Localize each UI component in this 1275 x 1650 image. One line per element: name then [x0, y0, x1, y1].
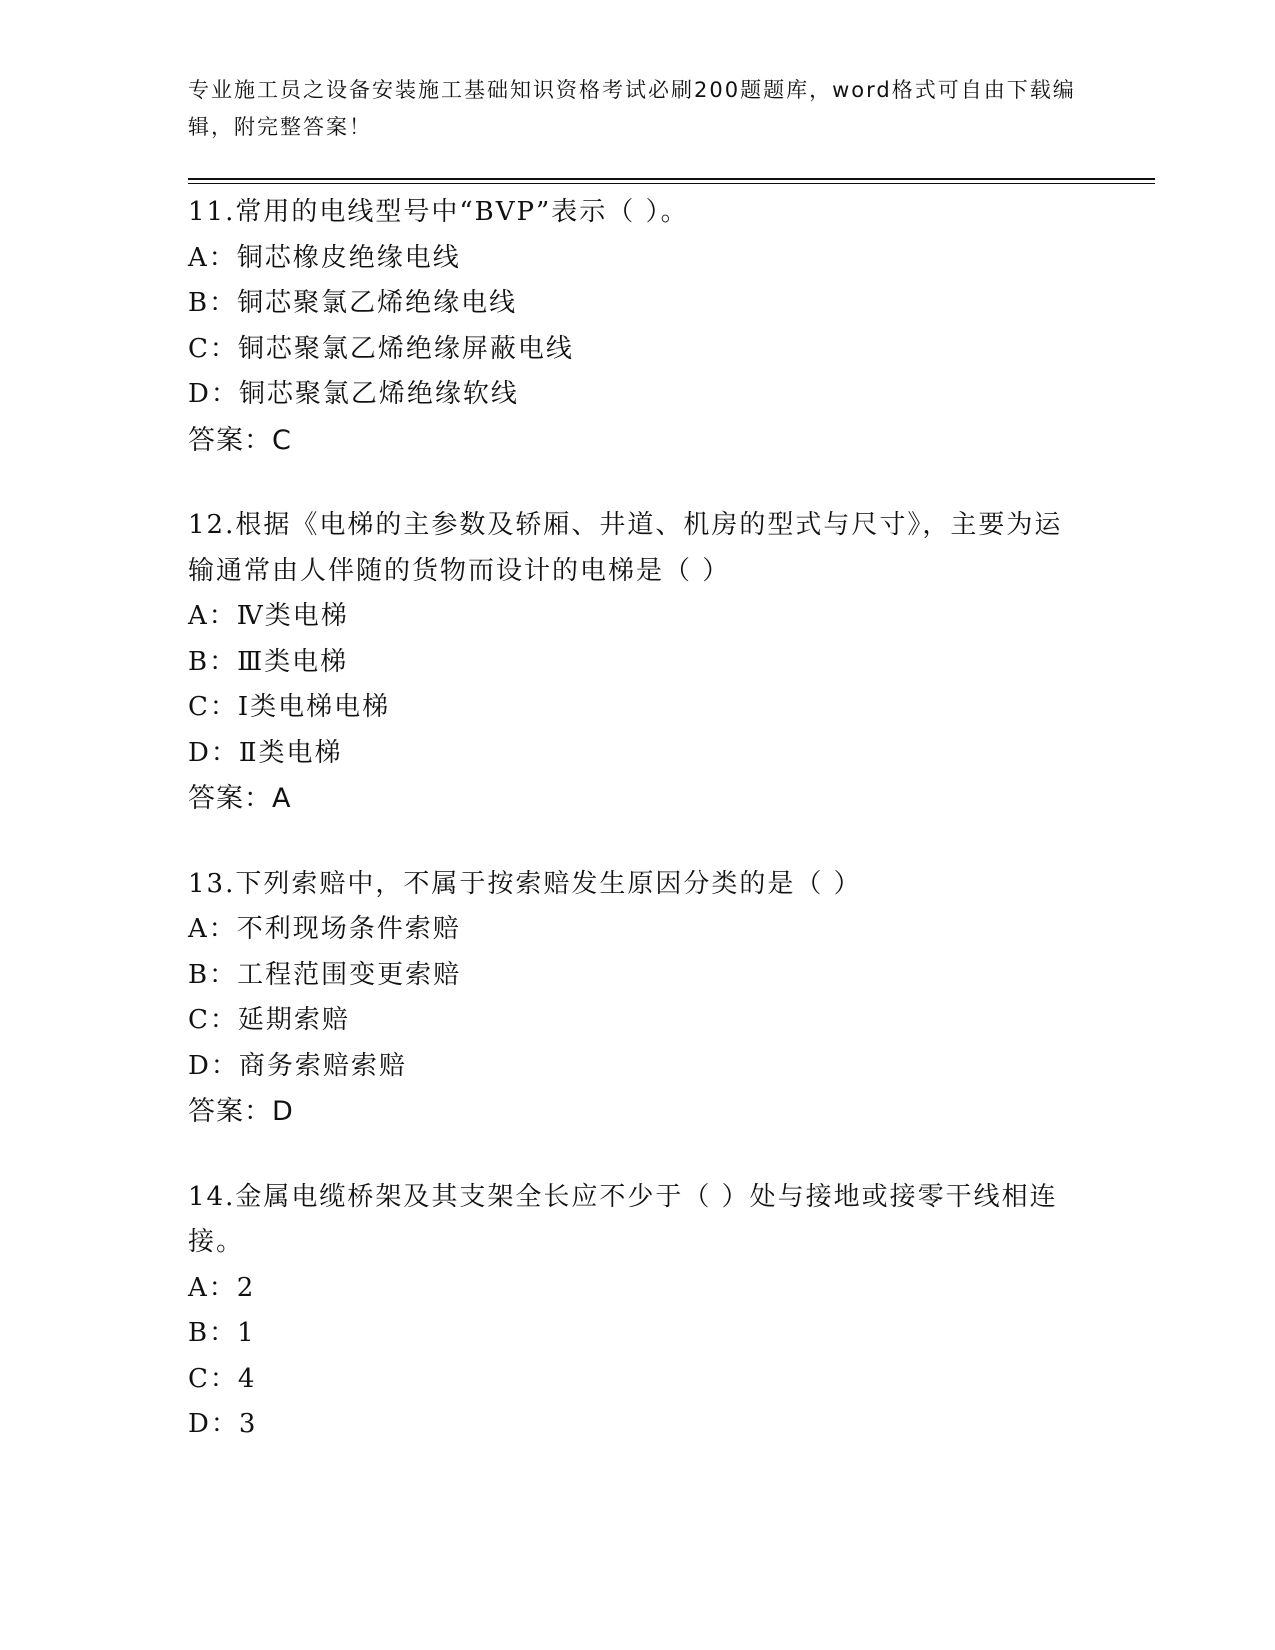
- option-d: D：铜芯聚氯乙烯绝缘软线: [188, 379, 519, 409]
- question-14: [188, 1175, 1088, 1448]
- question-stem: 11.常用的电线型号中“BVP”表示（ ）。: [188, 197, 689, 227]
- option-b: B：Ⅲ类电梯: [188, 646, 349, 677]
- option-c: C：延期索赔: [188, 1005, 350, 1035]
- option-d: D：3: [188, 1409, 258, 1439]
- question-stem: 14.金属电缆桥架及其支架全长应不少于（ ）处与接地或接零干线相连接。: [188, 1181, 1058, 1257]
- option-a: A：Ⅳ类电梯: [188, 601, 349, 631]
- option-c: C：铜芯聚氯乙烯绝缘屏蔽电线: [188, 333, 574, 364]
- option-d: D：商务索赔索赔: [188, 1050, 407, 1081]
- header-divider-thin: [188, 183, 1155, 184]
- option-a: A：不利现场条件索赔: [188, 914, 461, 944]
- question-stem: 12.根据《电梯的主参数及轿厢、井道、机房的型式与尺寸》，主要为运输通常由人伴随的货物而设计的电梯是（ ）: [188, 510, 1063, 586]
- question-11: [188, 190, 1088, 463]
- document-header: 专业施工员之设备安装施工基础知识资格考试必刷200题题库，word格式可自由下载编辑，附完整答案！: [188, 78, 1076, 139]
- option-a: A：铜芯橡皮绝缘电线: [188, 242, 461, 273]
- option-a: A：2: [188, 1272, 256, 1303]
- header-divider-thick: [188, 178, 1155, 180]
- option-d: D：Ⅱ类电梯: [188, 737, 343, 768]
- answer-line: 答案：C: [188, 424, 292, 456]
- question-12: [188, 503, 1088, 822]
- question-stem: 13.下列索赔中，不属于按索赔发生原因分类的是（ ）: [188, 868, 862, 899]
- option-b: B：1: [188, 1318, 256, 1348]
- question-list: [188, 190, 1088, 1488]
- option-b: B：铜芯聚氯乙烯绝缘电线: [188, 288, 518, 318]
- question-13: [188, 862, 1088, 1135]
- option-b: B：工程范围变更索赔: [188, 959, 462, 990]
- option-c: C：4: [188, 1363, 257, 1394]
- answer-line: 答案：A: [188, 783, 292, 814]
- option-c: C：Ⅰ类电梯电梯: [188, 692, 391, 722]
- answer-line: 答案：D: [188, 1096, 294, 1127]
